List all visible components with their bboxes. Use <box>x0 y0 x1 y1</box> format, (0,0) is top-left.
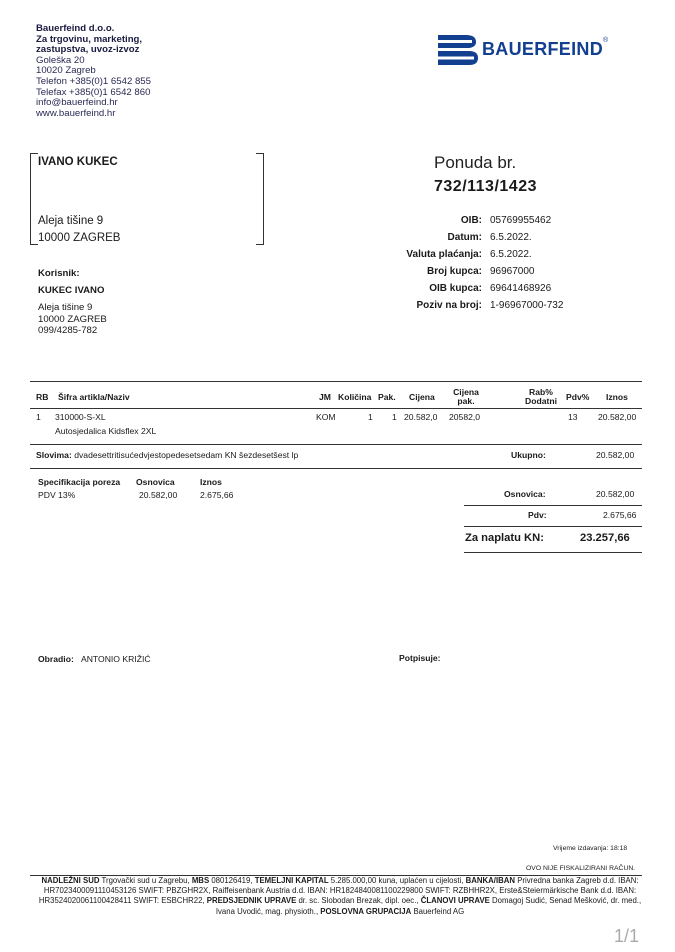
th-rb: RB <box>36 392 49 402</box>
recipient-name: IVANO KUKEC <box>38 156 118 168</box>
td-pdv: 13 <box>568 412 578 422</box>
osnovica-rule <box>464 505 642 506</box>
meta-row: OIB kupca: 69641468926 <box>429 283 552 294</box>
tax-header-osnovica: Osnovica <box>136 477 175 487</box>
bauerfeind-logo <box>436 32 636 68</box>
issue-time: Vrijeme izdavanja: 18:18 <box>553 845 628 852</box>
recipient-city: 10000 ZAGREB <box>38 232 121 244</box>
fiscal-note: OVO NIJE FISKALIZIRANI RAČUN. <box>526 865 636 872</box>
company-phone: Telefon +385(0)1 6542 855 <box>36 75 151 87</box>
amount-in-words: Slovima: dvadesettritisućedvjestopedesetsedam KN šezdesetšest lp <box>36 450 299 460</box>
table-header-rule <box>30 408 642 409</box>
osnovica-label: Osnovica: <box>504 489 546 499</box>
recipient-bracket-left <box>30 153 38 245</box>
td-naziv: Autosjedalica Kidsflex 2XL <box>55 426 157 436</box>
company-fax: Telefax +385(0)1 6542 860 <box>36 86 151 98</box>
table-bottom-rule <box>30 444 642 445</box>
td-cijena-pak: 20582,0 <box>449 412 481 422</box>
osnovica-value: 20.582,00 <box>596 489 635 499</box>
ukupno-label: Ukupno: <box>511 450 546 460</box>
user-city: 10000 ZAGREB <box>38 313 107 325</box>
company-info <box>36 24 151 119</box>
recipient-street: Aleja tišine 9 <box>38 215 104 227</box>
td-pak: 1 <box>392 412 397 422</box>
user-name: KUKEC IVANO <box>38 284 105 296</box>
meta-row: Poziv na broj: 1-96967000-732 <box>416 300 564 311</box>
company-web: www.bauerfeind.hr <box>36 107 116 119</box>
user-phone: 099/4285-782 <box>38 325 98 336</box>
th-pdv: Pdv% <box>566 392 590 402</box>
recipient-bracket-right <box>256 153 264 245</box>
meta-row: OIB: 05769955462 <box>460 215 552 226</box>
td-cijena: 20.582,0 <box>404 412 438 422</box>
td-sifra: 310000-S-XL <box>55 412 106 422</box>
naplata-rule <box>464 552 642 553</box>
logo-mark-icon <box>436 32 480 68</box>
company-street: Goleška 20 <box>36 54 85 66</box>
company-line-3: zastupstva, uvoz-izvoz <box>36 44 140 56</box>
user-label: Korisnik: <box>38 268 80 279</box>
meta-row: Datum: 6.5.2022. <box>447 232 532 243</box>
tax-row-iznos: 2.675,66 <box>200 490 234 500</box>
th-iznos: Iznos <box>606 392 628 402</box>
company-name: Bauerfeind d.o.o. <box>36 23 115 34</box>
offer-label: Ponuda br. <box>434 153 517 172</box>
th-sifra: Šifra artikla/Naziv <box>58 392 130 402</box>
document-meta <box>380 212 563 314</box>
td-rb: 1 <box>36 412 41 422</box>
meta-row: Broj kupca: 96967000 <box>426 266 535 277</box>
legal-footer: NADLEŽNI SUD Trgovački sud u Zagrebu, MBS 080126419, TEMELJNI KAPITAL 5.285.000,00 kuna, uplaćen u cijelosti, BANKA/IBAN Privredna banka Zagreb d.d. IBAN: HR7023400091110453126 SWIFT: PBZGHR2X, Raiffeisenbank Austria d.d. IBAN: HR1824840081100229800 SWIFT: RZBHHR2X, Erste&Steiermärkische Bank d.d. IBAN: HR3524020061100428411 SWIFT: ESBCHR22, PREDSJEDNIK UPRAVE dr. sc. Slobodan Brezak, dipl. oec., ČLANOVI UPRAVE Domagoj Sudić, Senad Mešković, dr. med., Ivana Uvodić, mag. physioth., POSLOVNA GRUPACIJA Bauerfeind AG <box>38 876 642 916</box>
td-iznos: 20.582,00 <box>598 412 637 422</box>
naplata-value: 23.257,66 <box>580 532 630 544</box>
company-line-2: Za trgovinu, marketing, <box>36 33 143 45</box>
company-city: 10020 Zagreb <box>36 65 96 77</box>
obradio: Obradio: ANTONIO KRIŽIĆ <box>38 654 151 664</box>
tax-header-spec: Specifikacija poreza <box>38 477 121 487</box>
tax-row-osnovica: 20.582,00 <box>139 490 178 500</box>
th-kolicina: Količina <box>338 392 372 402</box>
user-street: Aleja tišine 9 <box>38 302 93 313</box>
user-block <box>38 268 107 337</box>
pdv-value: 2.675,66 <box>603 510 637 520</box>
logo-text: BAUERFEIND® <box>482 37 609 59</box>
th-jm: JM <box>319 392 331 402</box>
slovima-rule <box>30 468 642 469</box>
tax-header-iznos: Iznos <box>200 477 222 487</box>
recipient-address <box>38 213 120 247</box>
offer-number: 732/113/1423 <box>434 178 537 195</box>
th-cijena-pak: Cijena pak. <box>453 387 479 406</box>
td-kolicina: 1 <box>368 412 373 422</box>
tax-row-name: PDV 13% <box>38 490 76 500</box>
pdv-label: Pdv: <box>528 510 547 520</box>
td-jm: KOM <box>316 412 336 422</box>
th-cijena: Cijena <box>409 392 435 402</box>
meta-row: Valuta plaćanja: 6.5.2022. <box>406 249 532 260</box>
company-email: info@bauerfeind.hr <box>36 97 118 109</box>
table-top-rule <box>30 381 642 382</box>
naplata-label: Za naplatu KN: <box>465 532 544 544</box>
pdv-rule <box>464 526 642 527</box>
th-pak: Pak. <box>378 392 396 402</box>
potpisuje-label: Potpisuje: <box>399 653 441 663</box>
th-rab: Rab% Dodatni <box>525 387 557 406</box>
ukupno-value: 20.582,00 <box>596 450 635 460</box>
page-number: 1/1 <box>614 926 640 946</box>
